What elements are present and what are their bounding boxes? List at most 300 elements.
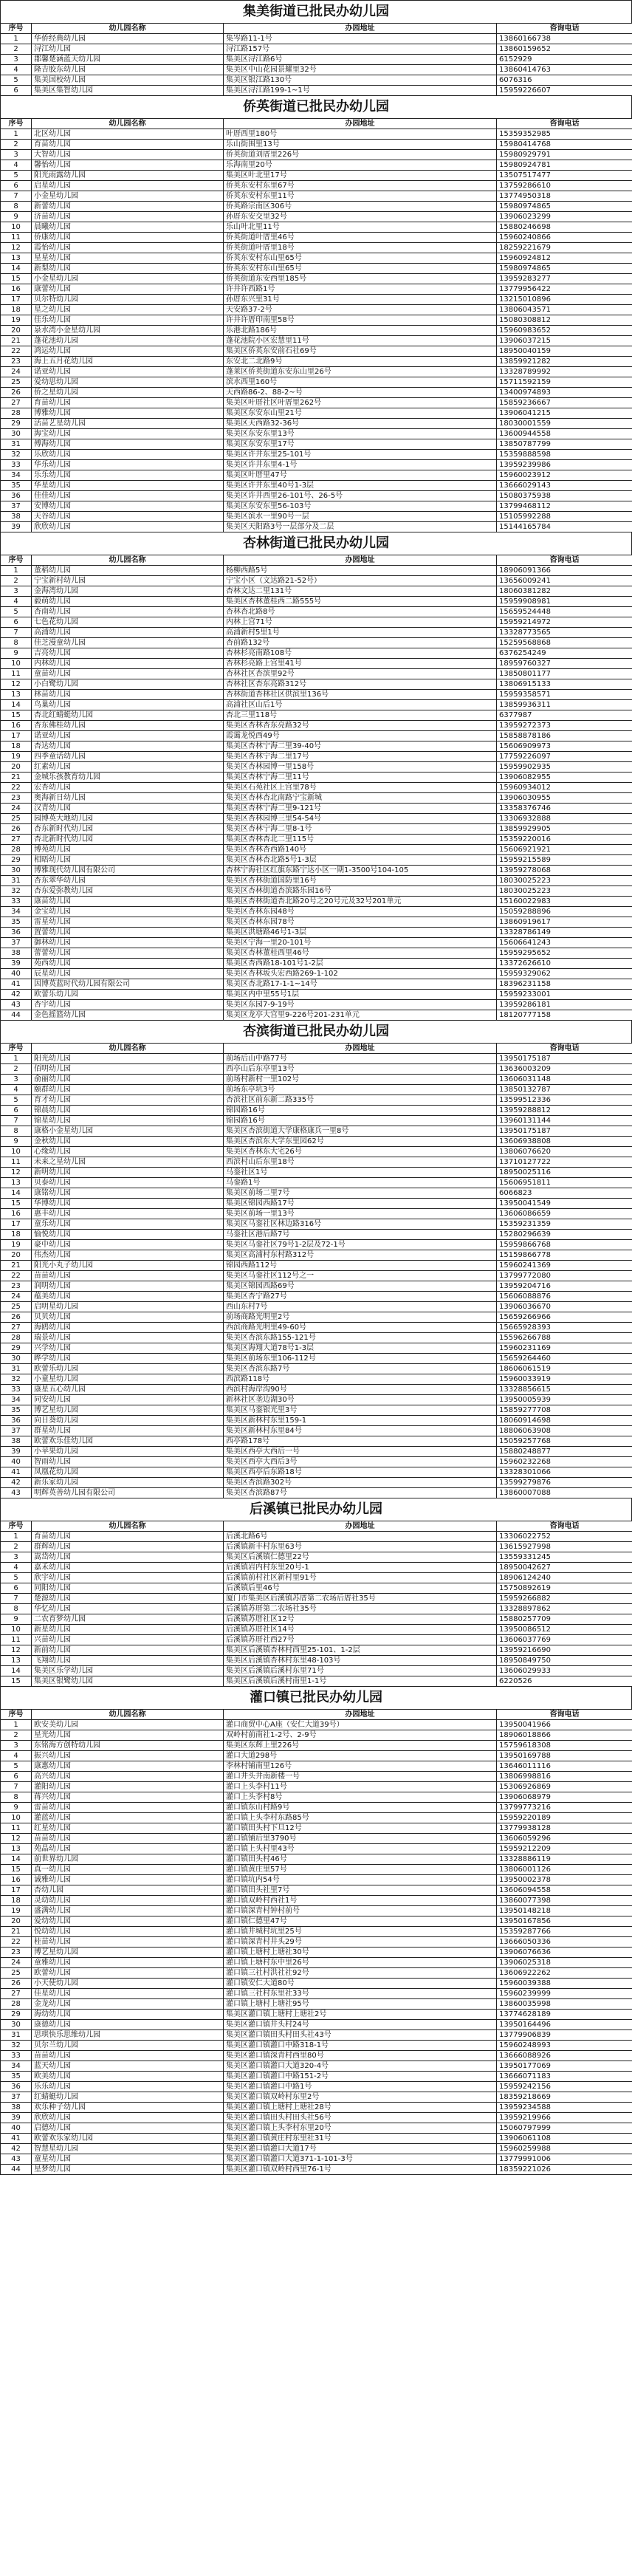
kindergarten-name: 杏东新时代幼儿园	[32, 824, 224, 835]
kindergarten-address: 双岭村前南社1-2号、2-9号	[224, 1730, 497, 1741]
table-row	[1, 2051, 632, 2061]
kindergarten-name: 集美区乐学幼儿园	[32, 1666, 224, 1676]
row-index: 16	[1, 1209, 32, 1219]
kindergarten-address: 集美区杏林宁海二里8-1号	[224, 824, 497, 835]
phone-number: 13806001126	[497, 1865, 632, 1875]
phone-number: 13859936311	[497, 700, 632, 710]
table-row	[1, 1116, 632, 1126]
kindergarten-address: 集岑路11-1号	[224, 34, 497, 44]
kindergarten-address: 前场后山中路77号	[224, 1054, 497, 1064]
kindergarten-address: 集美区杏林东大宅26号	[224, 1147, 497, 1157]
table-row	[1, 2030, 632, 2041]
kindergarten-address: 集美区灌口镇灌口大道17号	[224, 2144, 497, 2154]
row-index: 13	[1, 1178, 32, 1188]
table-row	[1, 1720, 632, 1730]
table-row	[1, 1761, 632, 1772]
phone-number: 15665928393	[497, 1323, 632, 1333]
table-row	[1, 1374, 632, 1385]
header-phone: 咨询电话	[497, 1710, 632, 1720]
kindergarten-name: 启星幼儿园	[32, 181, 224, 191]
phone-number: 13606037769	[497, 1635, 632, 1645]
kindergarten-address: 后溪镇前村社区新村里91号	[224, 1573, 497, 1583]
phone-number: 15980414768	[497, 140, 632, 150]
table-row	[1, 1834, 632, 1844]
phone-number: 15359352985	[497, 129, 632, 140]
row-index: 4	[1, 160, 32, 171]
row-index: 33	[1, 2051, 32, 2061]
kindergarten-address: 乐山街围里13号	[224, 140, 497, 150]
kindergarten-address: 杏林杉亮路上宫里41号	[224, 659, 497, 669]
kindergarten-name: 晨曦幼儿园	[32, 222, 224, 233]
kindergarten-name: 康蕾幼儿园	[32, 284, 224, 295]
row-index: 2	[1, 140, 32, 150]
kindergarten-address: 集美区杏林园博一里158号	[224, 762, 497, 773]
table-row	[1, 129, 632, 140]
kindergarten-name: 毅萌幼儿园	[32, 597, 224, 607]
kindergarten-name: 隆吉胶东幼儿园	[32, 65, 224, 75]
phone-number: 13860007088	[497, 1488, 632, 1498]
district-section	[0, 532, 632, 1021]
table-row	[1, 1803, 632, 1813]
table-row	[1, 1271, 632, 1281]
table-row	[1, 866, 632, 876]
kindergarten-address: 集美区杏林董桂西二路555号	[224, 597, 497, 607]
kindergarten-address: 集美区杏林董桂西里46号	[224, 948, 497, 959]
table-row	[1, 1354, 632, 1364]
kindergarten-name: 同阳幼儿园	[32, 1583, 224, 1594]
row-index: 21	[1, 1261, 32, 1271]
phone-number: 15659264460	[497, 1354, 632, 1364]
kindergarten-name: 新前幼儿园	[32, 1645, 224, 1656]
kindergarten-address: 侨英路宗南区306号	[224, 202, 497, 212]
kindergarten-name: 杏幼儿园	[32, 1885, 224, 1896]
kindergarten-address: 集美区杏林东园78号	[224, 917, 497, 928]
phone-number: 15959902935	[497, 762, 632, 773]
row-index: 29	[1, 419, 32, 429]
phone-number: 15859236667	[497, 398, 632, 408]
kindergarten-address: 侨英东安村东山里65号	[224, 264, 497, 274]
kindergarten-name: 前世界幼儿园	[32, 1854, 224, 1865]
kindergarten-name: 育苗幼儿园	[32, 1532, 224, 1542]
phone-number: 13906030955	[497, 793, 632, 804]
phone-number: 15960239999	[497, 1989, 632, 1999]
table-row	[1, 1385, 632, 1395]
row-index: 43	[1, 1000, 32, 1010]
kindergarten-address: 西滨路118号	[224, 1374, 497, 1385]
row-index: 14	[1, 264, 32, 274]
kindergarten-address: 集美区杏林坂头宏西路269-1-102	[224, 969, 497, 979]
phone-number: 15759618308	[497, 1741, 632, 1751]
table-row	[1, 1000, 632, 1010]
kindergarten-name: 海宝幼儿园	[32, 429, 224, 439]
kindergarten-address: 集美区杏林杏北路5号1-3层	[224, 855, 497, 866]
kindergarten-address: 集美区后溪镇仁德里22号	[224, 1552, 497, 1563]
row-index: 3	[1, 1552, 32, 1563]
kindergarten-name: 蕾蕾幼儿园	[32, 948, 224, 959]
kindergarten-name: 因博英蓝时代幼儿园有限公司	[32, 979, 224, 990]
kindergarten-address: 集美区灌口镇田头村田头社43号	[224, 2030, 497, 2041]
row-index: 3	[1, 1075, 32, 1085]
phone-number: 13959286181	[497, 1000, 632, 1010]
kindergarten-name: 侨康幼儿园	[32, 233, 224, 243]
table-row	[1, 1250, 632, 1261]
kindergarten-name: 欣宇幼儿园	[32, 1573, 224, 1583]
kindergarten-name: 佳佳幼儿园	[32, 491, 224, 501]
phone-number: 13606029933	[497, 1666, 632, 1676]
table-row	[1, 1281, 632, 1292]
kindergarten-name: 汉青幼儿园	[32, 804, 224, 814]
kindergarten-name: 苑晶幼儿园	[32, 1844, 224, 1854]
phone-number: 13215010896	[497, 295, 632, 305]
phone-number: 6152929	[497, 55, 632, 65]
row-index: 21	[1, 1927, 32, 1937]
kindergarten-address: 集美区灌口镇上塘村上塘社2号	[224, 2010, 497, 2020]
kindergarten-address: 集美区滨水一里90号一层	[224, 512, 497, 522]
row-index: 31	[1, 439, 32, 450]
phone-number: 15859277708	[497, 1405, 632, 1416]
row-index: 37	[1, 2092, 32, 2103]
phone-number: 18906018866	[497, 1730, 632, 1741]
kindergarten-address: 集美区灌口镇上头李村东里20号	[224, 2123, 497, 2134]
row-index: 5	[1, 607, 32, 617]
row-index: 25	[1, 377, 32, 388]
row-index: 39	[1, 959, 32, 969]
kindergarten-address: 集美区灌口镇黄庄村东里社31号	[224, 2134, 497, 2144]
row-index: 7	[1, 1594, 32, 1604]
kindergarten-address: 后溪镇岩内村东里20号-1	[224, 1563, 497, 1573]
row-index: 23	[1, 1281, 32, 1292]
phone-number: 13559331245	[497, 1552, 632, 1563]
kindergarten-name: 灌阳幼儿园	[32, 1782, 224, 1792]
kindergarten-name: 金城乐孩教育幼儿园	[32, 773, 224, 783]
phone-number: 13666088926	[497, 2051, 632, 2061]
phone-number: 13959216690	[497, 1645, 632, 1656]
phone-number: 13950167856	[497, 1916, 632, 1927]
row-index: 4	[1, 597, 32, 607]
kindergarten-address: 集美区杏林街道国防里16号	[224, 876, 497, 886]
table-row	[1, 638, 632, 648]
table-row	[1, 2165, 632, 2175]
phone-number: 15980974865	[497, 264, 632, 274]
kindergarten-address: 集美区马銮银光里3号	[224, 1405, 497, 1416]
kindergarten-name: 星光幼儿园	[32, 1730, 224, 1741]
phone-number: 15960231169	[497, 1343, 632, 1354]
kindergarten-address: 杏滨社区前东新二路335号	[224, 1095, 497, 1106]
row-index: 10	[1, 1813, 32, 1823]
kindergarten-address: 集美区海翔大道78号1-3层	[224, 1343, 497, 1354]
kindergarten-address: 杏林杏北路8号	[224, 607, 497, 617]
kindergarten-address: 灌口镇双岭村西社1号	[224, 1896, 497, 1906]
kindergarten-name: 嘉禾幼儿园	[32, 1563, 224, 1573]
row-index: 14	[1, 700, 32, 710]
phone-number: 15711592159	[497, 377, 632, 388]
kindergarten-name: 群辉幼儿园	[32, 1542, 224, 1552]
kindergarten-address: 侨英街道刘厝里226号	[224, 150, 497, 160]
kindergarten-address: 集美区杏林杏西路140号	[224, 845, 497, 855]
row-index: 4	[1, 65, 32, 75]
kindergarten-address: 灌口镇深青村井头29号	[224, 1937, 497, 1948]
row-index: 44	[1, 1010, 32, 1021]
kindergarten-name: 霞怡幼儿园	[32, 243, 224, 253]
kindergarten-table	[0, 555, 632, 1021]
row-index: 23	[1, 357, 32, 367]
phone-number: 15160022983	[497, 897, 632, 907]
kindergarten-address: 集美区杏北路17-1-1~14号	[224, 979, 497, 990]
table-row	[1, 1364, 632, 1374]
district-section	[0, 96, 632, 532]
kindergarten-address: 前场村新村一里102号	[224, 1075, 497, 1085]
row-index: 27	[1, 1323, 32, 1333]
kindergarten-name: 颐群幼儿园	[32, 1085, 224, 1095]
table-row	[1, 367, 632, 377]
phone-number: 15960232268	[497, 1457, 632, 1467]
kindergarten-name: 灌蓝幼儿园	[32, 1813, 224, 1823]
row-index: 8	[1, 1604, 32, 1614]
row-index: 23	[1, 1948, 32, 1958]
kindergarten-address: 侨英东安村东里67号	[224, 181, 497, 191]
kindergarten-name: 同安幼儿园	[32, 1395, 224, 1405]
table-row	[1, 1594, 632, 1604]
kindergarten-address: 后溪镇苏厝社西27号	[224, 1635, 497, 1645]
kindergarten-address: 灌口镇井城村坑里25号	[224, 1927, 497, 1937]
phone-number: 13950148218	[497, 1906, 632, 1916]
kindergarten-address: 厦门市集美区后溪镇苏厝第二农场后厝社35号	[224, 1594, 497, 1604]
kindergarten-name: 雷苗幼儿园	[32, 1803, 224, 1813]
phone-number: 13959234588	[497, 2103, 632, 2113]
row-index: 5	[1, 171, 32, 181]
kindergarten-address: 李林村铺南里126号	[224, 1761, 497, 1772]
kindergarten-address: 集美区马銮社区林边路316号	[224, 1219, 497, 1230]
table-row	[1, 1478, 632, 1488]
table-row	[1, 181, 632, 191]
kindergarten-address: 灌口井头井南新楼一号	[224, 1772, 497, 1782]
phone-number: 13666029143	[497, 481, 632, 491]
row-index: 10	[1, 1147, 32, 1157]
kindergarten-name: 小金星幼儿园	[32, 274, 224, 284]
row-index: 3	[1, 586, 32, 597]
kindergarten-name: 郡馨楚涵蓝天幼儿园	[32, 55, 224, 65]
table-row	[1, 1844, 632, 1854]
phone-number: 15059288896	[497, 907, 632, 917]
phone-number: 15960934012	[497, 783, 632, 793]
row-index: 24	[1, 804, 32, 814]
phone-number: 18950040159	[497, 346, 632, 357]
table-row	[1, 835, 632, 845]
kindergarten-address: 锦园路16号	[224, 1116, 497, 1126]
row-index: 5	[1, 1573, 32, 1583]
phone-number: 13959239986	[497, 460, 632, 470]
kindergarten-name: 康格小金星幼儿园	[32, 1126, 224, 1137]
phone-number: 15959220189	[497, 1813, 632, 1823]
table-row	[1, 566, 632, 576]
kindergarten-address: 后溪北路6号	[224, 1532, 497, 1542]
kindergarten-name: 大智幼儿园	[32, 150, 224, 160]
phone-number: 13860159652	[497, 44, 632, 55]
kindergarten-name: 杏北红蜻蜓幼儿园	[32, 710, 224, 721]
phone-number: 13850132787	[497, 1085, 632, 1095]
row-index: 4	[1, 1751, 32, 1761]
table-row	[1, 907, 632, 917]
header-name: 幼儿园名称	[32, 119, 224, 129]
table-row	[1, 990, 632, 1000]
kindergarten-address: 灌口镇上塘村上塘社95号	[224, 1999, 497, 2010]
kindergarten-name: 博艺星幼儿园	[32, 1405, 224, 1416]
row-index: 1	[1, 566, 32, 576]
phone-number: 15306926869	[497, 1782, 632, 1792]
kindergarten-name: 惠丰幼儿园	[32, 1209, 224, 1219]
table-row	[1, 264, 632, 274]
table-row	[1, 1542, 632, 1552]
kindergarten-address: 杏北三里118号	[224, 710, 497, 721]
kindergarten-address: 集美区杏滨路87号	[224, 1488, 497, 1498]
row-index: 38	[1, 2103, 32, 2113]
phone-number: 15359220016	[497, 835, 632, 845]
row-index: 18	[1, 1230, 32, 1240]
kindergarten-name: 奥海新日幼儿园	[32, 793, 224, 804]
kindergarten-address: 蓬花池院小区宏慧里11号	[224, 336, 497, 346]
kindergarten-address: 灌口镇三社村洪社社92号	[224, 1968, 497, 1979]
kindergarten-name: 童雅幼儿园	[32, 1958, 224, 1968]
phone-number: 15960033919	[497, 1374, 632, 1385]
kindergarten-name: 星梦幼儿园	[32, 2165, 224, 2175]
table-row	[1, 731, 632, 741]
header-index: 序号	[1, 24, 32, 34]
row-index: 32	[1, 2041, 32, 2051]
row-index: 5	[1, 1095, 32, 1106]
district-section	[0, 1498, 632, 1687]
row-index: 35	[1, 2072, 32, 2082]
kindergarten-address: 集美区中山花园景耀里32号	[224, 65, 497, 75]
header-phone: 咨询电话	[497, 555, 632, 566]
phone-number: 15259568868	[497, 638, 632, 648]
phone-number: 13950175187	[497, 1126, 632, 1137]
kindergarten-name: 楚源幼儿园	[32, 1594, 224, 1604]
phone-number: 18120777158	[497, 1010, 632, 1021]
table-row	[1, 1751, 632, 1761]
phone-number: 13806915133	[497, 679, 632, 690]
kindergarten-name: 金龙幼儿园	[32, 1999, 224, 2010]
kindergarten-name: 心缘幼儿园	[32, 1147, 224, 1157]
kindergarten-name: 天谷幼儿园	[32, 512, 224, 522]
row-index: 15	[1, 1199, 32, 1209]
kindergarten-address: 宁宝小区（文达路21-52号）	[224, 576, 497, 586]
row-index: 18	[1, 1896, 32, 1906]
kindergarten-name: 康惠幼儿园	[32, 1761, 224, 1772]
table-row	[1, 1302, 632, 1312]
row-index: 30	[1, 2020, 32, 2030]
phone-number: 17759226097	[497, 752, 632, 762]
kindergarten-address: 灌口镇东山村路9号	[224, 1803, 497, 1813]
kindergarten-name: 蒋兴幼儿园	[32, 1792, 224, 1803]
row-index: 26	[1, 1312, 32, 1323]
table-row	[1, 1916, 632, 1927]
phone-number: 15060797999	[497, 2123, 632, 2134]
table-row	[1, 1323, 632, 1333]
table-row	[1, 1813, 632, 1823]
kindergarten-address: 杏林街道杏林社区供滨里136号	[224, 690, 497, 700]
row-index: 2	[1, 576, 32, 586]
kindergarten-address: 集美区杏宁路27号	[224, 1292, 497, 1302]
row-index: 12	[1, 1645, 32, 1656]
kindergarten-address: 灌口镇安仁大道80号	[224, 1979, 497, 1989]
kindergarten-name: 俞丽幼儿园	[32, 1075, 224, 1085]
table-row	[1, 824, 632, 835]
kindergarten-address: 杨柳西路5号	[224, 566, 497, 576]
phone-number: 15959866768	[497, 1240, 632, 1250]
row-index: 11	[1, 669, 32, 679]
table-row	[1, 1209, 632, 1219]
phone-number: 13666050336	[497, 1937, 632, 1948]
phone-number: 15880257709	[497, 1614, 632, 1625]
kindergarten-address: 灌口镇坑内54号	[224, 1875, 497, 1885]
phone-number: 15959358571	[497, 690, 632, 700]
kindergarten-address: 乐港北路186号	[224, 326, 497, 336]
row-index: 25	[1, 1968, 32, 1979]
kindergarten-name: 锦晨幼儿园	[32, 1106, 224, 1116]
table-row	[1, 202, 632, 212]
kindergarten-name: 新乐家幼儿园	[32, 1478, 224, 1488]
kindergarten-name: 高兴幼儿园	[32, 1772, 224, 1782]
row-index: 6	[1, 181, 32, 191]
header-row	[1, 555, 632, 566]
kindergarten-address: 灌口镇田头村46号	[224, 1854, 497, 1865]
table-row	[1, 398, 632, 408]
phone-number: 18030001559	[497, 419, 632, 429]
row-index: 11	[1, 233, 32, 243]
phone-number: 15359888598	[497, 450, 632, 460]
kindergarten-address: 集美区杏林园博三里54-54号	[224, 814, 497, 824]
kindergarten-address: 集美区新林村东里159-1	[224, 1416, 497, 1426]
kindergarten-name: 红素幼儿园	[32, 762, 224, 773]
table-row	[1, 897, 632, 907]
kindergarten-address: 杏林文达二里131号	[224, 586, 497, 597]
kindergarten-name: 新星幼儿园	[32, 1625, 224, 1635]
kindergarten-address: 集美区杏林街道杏滨路乐园16号	[224, 886, 497, 897]
kindergarten-address: 西亭路178号	[224, 1436, 497, 1447]
row-index: 28	[1, 1333, 32, 1343]
kindergarten-name: 浔江幼儿园	[32, 44, 224, 55]
table-row	[1, 1075, 632, 1085]
kindergarten-name: 二农育梦幼儿园	[32, 1614, 224, 1625]
kindergarten-address: 叶厝西里180号	[224, 129, 497, 140]
row-index: 29	[1, 2010, 32, 2020]
table-row	[1, 222, 632, 233]
kindergarten-address: 集美区杏滨东大学东里园62号	[224, 1137, 497, 1147]
table-row	[1, 1989, 632, 1999]
kindergarten-address: 集美区马銮社区112号之一	[224, 1271, 497, 1281]
phone-number: 15960039388	[497, 1979, 632, 1989]
phone-number: 13400974893	[497, 388, 632, 398]
kindergarten-name: 乐欣幼儿园	[32, 450, 224, 460]
kindergarten-name: 欢乐种子幼儿园	[32, 2103, 224, 2113]
kindergarten-name: 内林幼儿园	[32, 659, 224, 669]
row-index: 10	[1, 659, 32, 669]
kindergarten-address: 集美区杏林街道杏北路20号之20号元及32号201单元	[224, 897, 497, 907]
kindergarten-name: 济苗幼儿园	[32, 212, 224, 222]
phone-number: 13600944558	[497, 429, 632, 439]
kindergarten-name: 金宝幼儿园	[32, 907, 224, 917]
phone-number: 15960259988	[497, 2144, 632, 2154]
table-row	[1, 1635, 632, 1645]
phone-number: 13328773565	[497, 628, 632, 638]
phone-number: 13806998816	[497, 1772, 632, 1782]
phone-number: 15960248993	[497, 2041, 632, 2051]
kindergarten-name: 欧蕾乐幼儿园	[32, 1364, 224, 1374]
phone-number: 13960131144	[497, 1116, 632, 1126]
row-index: 36	[1, 928, 32, 938]
row-index: 9	[1, 1137, 32, 1147]
table-row	[1, 1095, 632, 1106]
